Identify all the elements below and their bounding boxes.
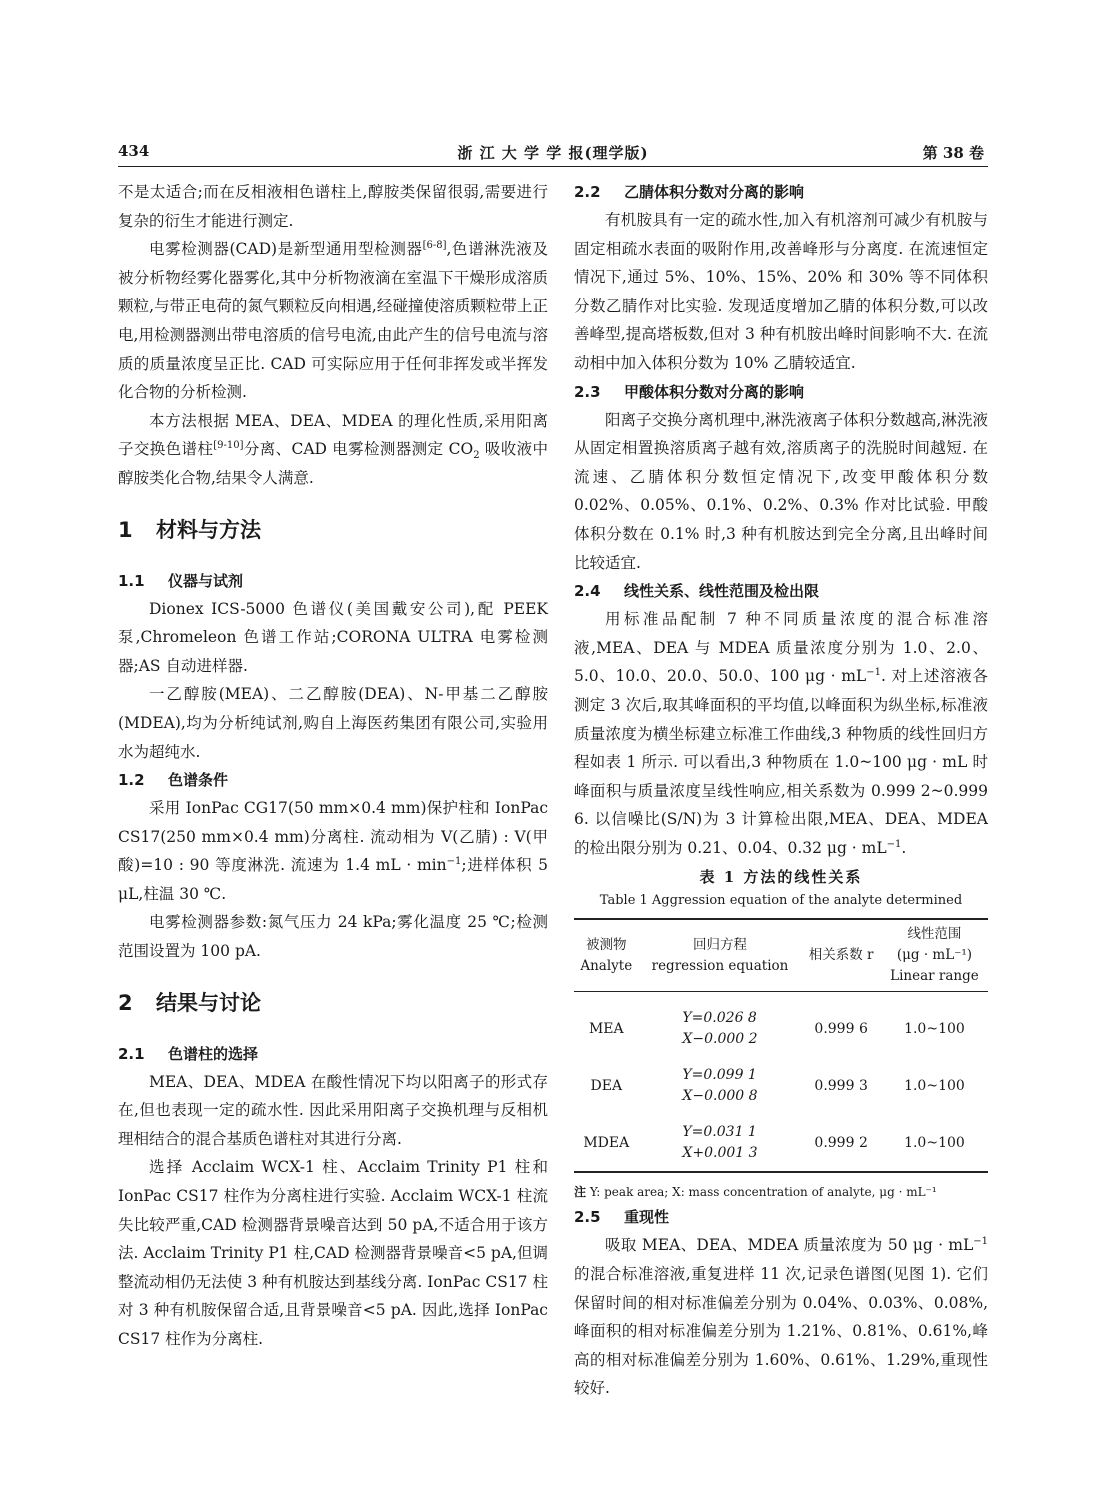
paragraph: 阳离子交换分离机理中,淋洗液离子体积分数越高,淋洗液从固定相置换溶质离子越有效,溶质离子的洗脱时间越短. 在流速、乙腈体积分数恒定情况下,改变甲酸体积分数 0.02%、0.05%、0.1%、0.2%、0.3% 作对比试验. 甲酸体积分数在 0.1% 时,3 种有机胺达到完全分离,且出峰时间比较适宜. — [574, 410, 988, 572]
paragraph: 本方法根据 MEA、DEA、MDEA 的理化性质,采用阳离子交换色谱柱[9-10]分离、CAD 电雾检测器测定 $CO_2$ 吸收液中醇胺类化合物,结果令人满意. — [118, 411, 548, 487]
subsection-heading: 1.1 仪器与试剂 — [118, 571, 244, 590]
paragraph: Dionex ICS-5000 色谱仪(美国戴安公司),配 PEEK 泵,Chromeleon 色谱工作站;CORONA ULTRA 电雾检测器;AS 自动进样器. — [118, 599, 548, 675]
cell-analyte: MEA — [588, 1020, 624, 1037]
header-rule — [118, 166, 988, 167]
table-header-analyte: 被测物 Analyte — [574, 919, 639, 992]
paragraph: 一乙醇胺(MEA)、二乙醇胺(DEA)、N-甲基二乙醇胺(MDEA),均为分析纯试剂,购自上海医药集团有限公司,实验用水为超纯水. — [118, 685, 548, 761]
section-heading: 1 材料与方法 — [118, 517, 261, 542]
paragraph: 电雾检测器(CAD)是新型通用型检测器[6-8],色谱淋洗液及被分析物经雾化器雾化,其中分析物液滴在室温下干燥形成溶质颗粒,与带正电荷的氮气颗粒反向相遇,经碰撞使溶质颗粒带上正电,用检测器测出带电溶质的信号电流,由此产生的信号电流与溶质的质量浓度呈正比. CAD 可实际应用于任何非挥发或半挥发化合物的分析检测. — [118, 240, 548, 402]
table-note: 注 Y: peak area; X: mass concentration of analyte, μg · mL⁻¹ — [574, 1185, 937, 1200]
table-header-equation: 回归方程 regression equation — [639, 919, 802, 992]
volume-label: 第 38 卷 — [922, 144, 984, 162]
journal-title: 浙 江 大 学 学 报(理学版) — [457, 144, 649, 162]
cell-analyte: MDEA — [574, 1114, 639, 1172]
paragraph: 用标准品配制 7 种不同质量浓度的混合标准溶液,MEA、DEA 与 MDEA 质量浓度分别为 1.0、2.0、5.0、10.0、20.0、50.0、100 $\mu g \cdot mL^{-1}$. 对上述溶液各测定 3 次后,取其峰面积的平均值,以峰面积为纵坐标,标准液质量浓度为横坐标建立标准工作曲线,3 种物质的线性回归方程如表 1 所示. 可以看出,3 种物质在 1.0~100 μg · mL 时峰面积与质量浓度呈线性响应,相关系数为 0.999 2~0.999 6. 以信噪比(S/N)为 3 计算检出限,MEA、DEA、MDEA 的检出限分别为 0.21、0.04、0.32 $\mu g \cdot mL^{-1}$. — [574, 610, 988, 857]
table-caption-zh: 表 1 方法的线性关系 — [699, 868, 863, 887]
paragraph: 电雾检测器参数:氮气压力 24 kPa;雾化温度 25 ℃;检测范围设置为 100 pA. — [118, 913, 548, 961]
cell-r: 0.999 3 — [814, 1077, 868, 1094]
paragraph: 选择 Acclaim WCX-1 柱、Acclaim Trinity P1 柱和 IonPac CS17 柱作为分离柱进行实验. Acclaim WCX-1 柱流失比较严重,CAD 检测器背景噪音达到 50 pA,不适合用于该方法. Acclaim Trinity P1 柱,CAD 检测器背景噪音<5 pA,但调整流动相仍无法使 3 种有机胺达到基线分离. IonPac CS17 柱对 3 种有机胺保留合适,且背景噪音<5 pA. 因此,选择 IonPac CS17 柱作为分离柱. — [118, 1158, 548, 1348]
table-row — [574, 1057, 988, 1114]
page-number: 434 — [118, 142, 150, 160]
cell-range: 1.0~100 — [881, 1114, 988, 1172]
right-column — [574, 178, 988, 1403]
subsection-heading: 2.5 重现性 — [574, 1208, 670, 1227]
cell-r: 0.999 6 — [814, 1020, 868, 1037]
cell-r: 0.999 2 — [801, 1114, 881, 1172]
cell-equation: Y=0.031 1 X+0.001 3 — [639, 1114, 802, 1172]
subsection-heading: 2.4 线性关系、线性范围及检出限 — [574, 582, 820, 601]
linearity-table — [574, 918, 988, 1173]
subsection-heading: 1.2 色谱条件 — [118, 771, 229, 790]
paragraph: 不是太适合;而在反相液相色谱柱上,醇胺类保留很弱,需要进行复杂的衍生才能进行测定. — [118, 183, 548, 230]
paragraph: MEA、DEA、MDEA 在酸性情况下均以阳离子的形式存在,但也表现一定的疏水性. 因此采用阳离子交换机理与反相机理相结合的混合基质色谱柱对其进行分离. — [118, 1072, 548, 1148]
paragraph: 采用 IonPac CG17(50 mm×0.4 mm)保护柱和 IonPac CS17(250 mm×0.4 mm)分离柱. 流动相为 V(乙腈) : V(甲酸)=10 : 90 等度淋洗. 流速为 1.4 mL · $\min^{-1}$;进样体积 5 μL,柱温 30 ℃. — [118, 799, 548, 903]
cell-range: 1.0~100 — [904, 1077, 965, 1094]
table-row — [574, 1114, 988, 1172]
table-row — [574, 992, 988, 1058]
table-header-r: 相关系数 r — [801, 919, 881, 992]
subsection-heading: 2.2 乙腈体积分数对分离的影响 — [574, 183, 805, 201]
cell-range: 1.0~100 — [904, 1020, 965, 1037]
cell-analyte: DEA — [590, 1077, 623, 1094]
section-heading: 2 结果与讨论 — [118, 990, 261, 1015]
table-header-range: 线性范围 (μg · mL⁻¹) Linear range — [881, 919, 988, 992]
paragraph: 有机胺具有一定的疏水性,加入有机溶剂可减少有机胺与固定相疏水表面的吸附作用,改善峰形与分离度. 在流速恒定情况下,通过 5%、10%、15%、20% 和 30% 等不同体积分数乙腈作对比实验. 发现适度增加乙腈的体积分数,可以改善峰型,提高塔板数,但对 3 种有机胺出峰时间影响不大. 在流动相中加入体积分数为 10% 乙腈较适宜. — [574, 211, 988, 372]
left-column — [118, 178, 548, 1354]
running-header — [118, 138, 988, 164]
table-caption-en: Table 1 Aggression equation of the analyte determined — [599, 893, 963, 909]
subsection-heading: 2.3 甲酸体积分数对分离的影响 — [574, 382, 805, 401]
cell-equation: Y=0.099 1 X−0.000 8 — [682, 1066, 758, 1104]
cell-equation: Y=0.026 8 X−0.000 2 — [682, 1009, 758, 1047]
subsection-heading: 2.1 色谱柱的选择 — [118, 1044, 259, 1063]
paragraph: 吸取 MEA、DEA、MDEA 质量浓度为 50 $\mu g \cdot mL^{-1}$ 的混合标准溶液,重复进样 11 次,记录色谱图(见图 1). 它们保留时间的相对标准偏差分别为 0.04%、0.03%、0.08%,峰面积的相对标准偏差分别为 1.21%、0.81%、0.61%,峰高的相对标准偏差分别为 1.60%、0.61%、1.29%,重现性较好. — [574, 1236, 988, 1398]
